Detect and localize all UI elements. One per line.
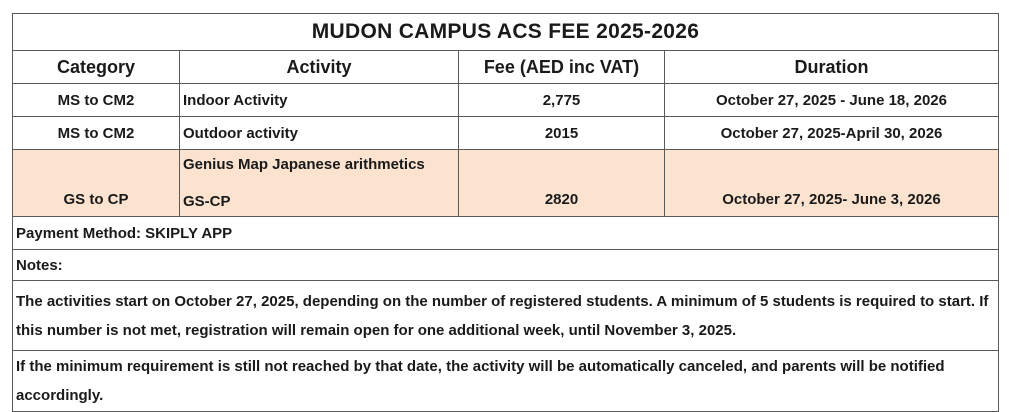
activity-line-2: GS-CP xyxy=(183,193,231,210)
payment-row xyxy=(13,217,999,250)
header-fee: Fee (AED inc VAT) xyxy=(459,51,665,84)
header-row xyxy=(13,51,999,84)
header-activity: Activity xyxy=(180,51,459,84)
activity-cell: Indoor Activity xyxy=(180,84,459,117)
note-row xyxy=(13,281,999,351)
fee-cell: 2015 xyxy=(459,117,665,150)
title-row xyxy=(13,14,999,51)
note-row xyxy=(13,351,999,412)
header-duration: Duration xyxy=(665,51,999,84)
fee-cell: 2820 xyxy=(459,150,665,217)
activity-cell: Outdoor activity xyxy=(180,117,459,150)
table-row xyxy=(13,84,999,117)
header-category: Category xyxy=(13,51,180,84)
duration-cell: October 27, 2025- June 3, 2026 xyxy=(665,150,999,217)
fee-table xyxy=(12,13,999,412)
note-text: If the minimum requirement is still not reached by that date, the activity will be automatically canceled, and parents will be notified accordingly. xyxy=(13,351,999,412)
category-cell: GS to CP xyxy=(13,150,180,217)
table-row-highlighted xyxy=(13,150,999,217)
category-cell: MS to CM2 xyxy=(13,117,180,150)
duration-cell: October 27, 2025 - June 18, 2026 xyxy=(665,84,999,117)
notes-row xyxy=(13,250,999,281)
note-text: The activities start on October 27, 2025, depending on the number of registered students. A minimum of 5 students is required to start. If this number is not met, registration will remain open for one additional week, until November 3, 2025. xyxy=(13,281,999,351)
fee-table-container xyxy=(12,13,998,412)
table-row xyxy=(13,117,999,150)
category-cell: MS to CM2 xyxy=(13,84,180,117)
activity-line-1: Genius Map Japanese arithmetics xyxy=(183,156,425,173)
payment-method: Payment Method: SKIPLY APP xyxy=(13,217,999,250)
table-title: MUDON CAMPUS ACS FEE 2025-2026 xyxy=(13,14,999,51)
fee-cell: 2,775 xyxy=(459,84,665,117)
duration-cell: October 27, 2025-April 30, 2026 xyxy=(665,117,999,150)
notes-label: Notes: xyxy=(13,250,999,281)
activity-cell xyxy=(180,150,459,217)
